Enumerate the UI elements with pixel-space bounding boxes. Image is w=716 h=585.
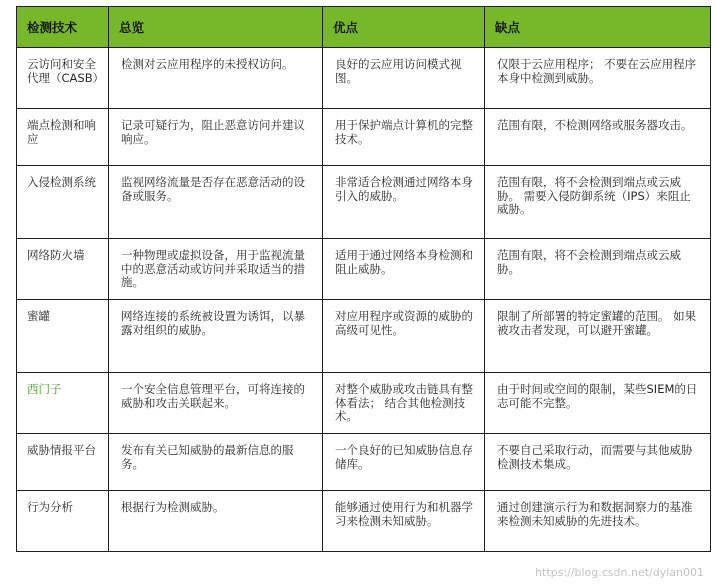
cell-technology: 入侵检测系统 xyxy=(17,166,109,239)
cell-pros: 对整个威胁或攻击链具有整体看法； 结合其他检测技术。 xyxy=(323,373,485,434)
cell-pros: 非常适合检测通过网络本身引入的威胁。 xyxy=(323,166,485,239)
cell-overview: 发布有关已知威胁的最新信息的服务。 xyxy=(109,434,323,491)
cell-cons: 不要自己采取行动，而需要与其他威胁检测技术集成。 xyxy=(485,434,711,491)
cell-pros: 一个良好的已知威胁信息存储库。 xyxy=(323,434,485,491)
table-row xyxy=(17,373,711,434)
cell-overview: 根据行为检测威胁。 xyxy=(109,491,323,552)
table-row xyxy=(17,166,711,239)
cell-pros: 良好的云应用访问模式视图。 xyxy=(323,48,485,109)
cell-technology: 网络防火墙 xyxy=(17,239,109,300)
cell-cons: 由于时间或空间的限制，某些SIEM的日志可能不完整。 xyxy=(485,373,711,434)
cell-overview: 记录可疑行为，阻止恶意访问并建议响应。 xyxy=(109,109,323,166)
table-row xyxy=(17,434,711,491)
cell-pros: 适用于通过网络本身检测和阻止威胁。 xyxy=(323,239,485,300)
comparison-table-container xyxy=(16,6,710,552)
cell-cons: 范围有限，不检测网络或服务器攻击。 xyxy=(485,109,711,166)
cell-cons: 限制了所部署的特定蜜罐的范围。 如果被攻击者发现，可以避开蜜罐。 xyxy=(485,300,711,373)
header-technology: 检测技术 xyxy=(17,7,109,48)
cell-cons: 仅限于云应用程序； 不要在云应用程序本身中检测到威胁。 xyxy=(485,48,711,109)
cell-cons: 通过创建演示行为和数据洞察力的基准来检测未知威胁的先进技术。 xyxy=(485,491,711,552)
header-pros: 优点 xyxy=(323,7,485,48)
header-overview: 总览 xyxy=(109,7,323,48)
cell-cons: 范围有限，将不会检测到端点或云威胁。 xyxy=(485,239,711,300)
cell-technology: 威胁情报平台 xyxy=(17,434,109,491)
cell-pros: 能够通过使用行为和机器学习来检测未知威胁。 xyxy=(323,491,485,552)
cell-technology: 蜜罐 xyxy=(17,300,109,373)
cell-pros: 用于保护端点计算机的完整技术。 xyxy=(323,109,485,166)
cell-overview: 网络连接的系统被设置为诱饵，以暴露对组织的威胁。 xyxy=(109,300,323,373)
table-header-row xyxy=(17,7,711,48)
table-row xyxy=(17,109,711,166)
cell-technology: 西门子 xyxy=(17,373,109,434)
cell-overview: 检测对云应用程序的未授权访问。 xyxy=(109,48,323,109)
table-row xyxy=(17,491,711,552)
table-row xyxy=(17,239,711,300)
cell-technology: 云访问和安全代理（CASB） xyxy=(17,48,109,109)
header-cons: 缺点 xyxy=(485,7,711,48)
cell-technology: 行为分析 xyxy=(17,491,109,552)
cell-pros: 对应用程序或资源的威胁的高级可见性。 xyxy=(323,300,485,373)
table-row xyxy=(17,300,711,373)
watermark-text: https://blog.csdn.net/dylan001 xyxy=(535,566,704,579)
table-row xyxy=(17,48,711,109)
cell-technology: 端点检测和响应 xyxy=(17,109,109,166)
cell-cons: 范围有限，将不会检测到端点或云威胁。 需要入侵防御系统（IPS）来阻止威胁。 xyxy=(485,166,711,239)
cell-overview: 监视网络流量是否存在恶意活动的设备或服务。 xyxy=(109,166,323,239)
cell-overview: 一种物理或虚拟设备，用于监视流量中的恶意活动或访问并采取适当的措施。 xyxy=(109,239,323,300)
threat-detection-comparison-table xyxy=(16,6,711,552)
cell-overview: 一个安全信息管理平台，可将连接的威胁和攻击关联起来。 xyxy=(109,373,323,434)
